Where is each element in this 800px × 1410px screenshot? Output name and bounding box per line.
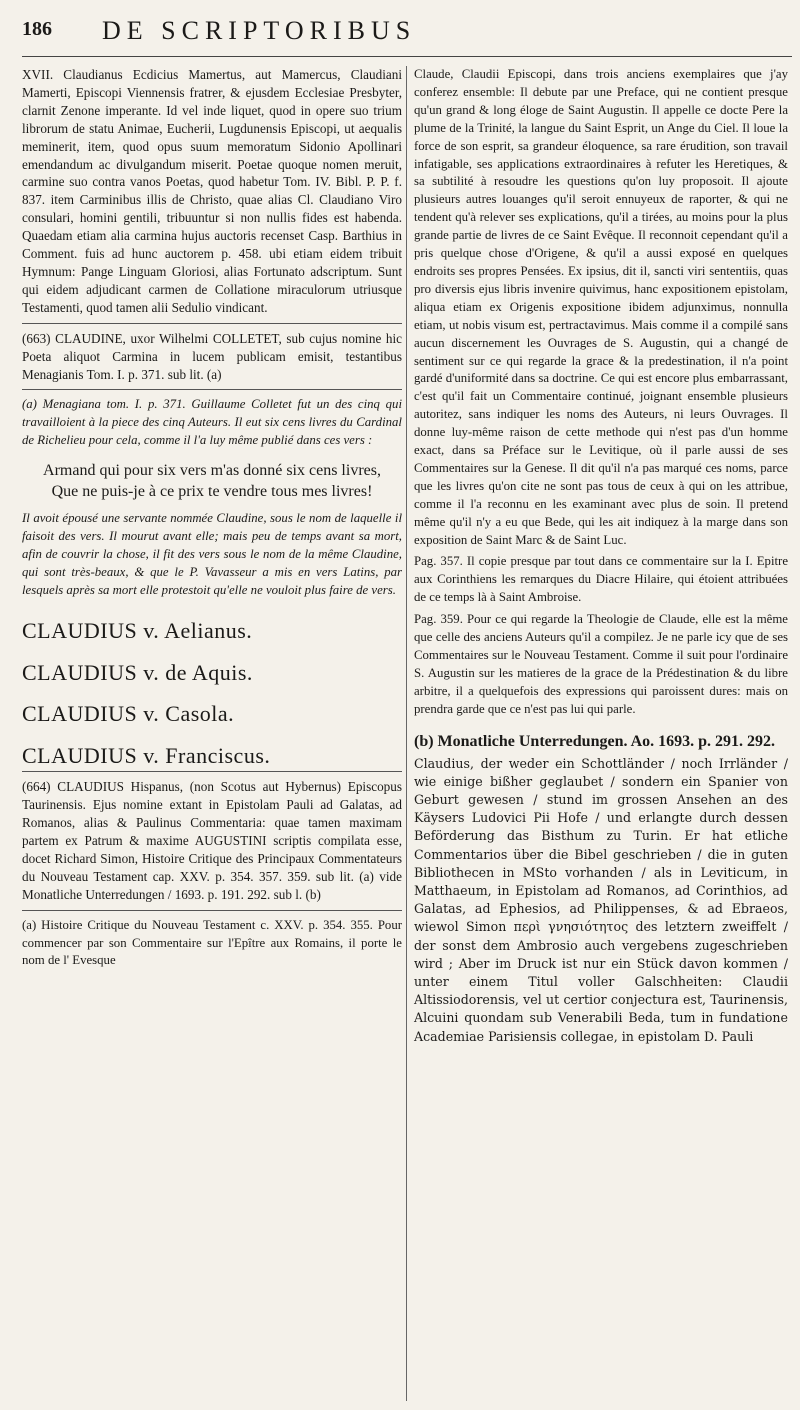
footnote-a-continued: Il avoit épousé une servante nommée Claudine, sous le nom de laquelle il faisoit des vers. Il mourut avant elle; mais peu de temps avant sa mort, afin de couvrir la chose, il fit des vers sous le nom de la même Claudine, qui sont très-beaux, & que le P. Vavasseur a mis en vers Latins, par lesquels après sa mort elle protestoit qu'elle ne vouloit plus faire de vers.	[22, 511, 402, 597]
header-rule	[22, 56, 792, 57]
right-column	[414, 66, 788, 1046]
heading-claudius-casola: CLAUDIUS v. Casola.	[22, 701, 235, 727]
entry-663: (663) CLAUDINE, uxor Wilhelmi COLLETET, sub cujus nomine hic Poeta aliquot Carmina in lucem publicam emisit, testantibus Menagianis Tom. I. p. 371. sub lit. (a)	[22, 330, 402, 382]
page-number: 186	[22, 18, 52, 40]
footnote-b-heading: (b) Monatliche Unterredungen. Ao. 1693. p. 291. 292.	[414, 732, 776, 750]
page-header	[22, 14, 792, 54]
footnote-a2: (a) Histoire Critique du Nouveau Testament c. XXV. p. 354. 355. Pour commencer par son Commentaire sur l'Epître aux Romains, il porte le nom de l' Evesque	[22, 917, 402, 968]
poem	[22, 460, 402, 502]
footnote-a: (a) Menagiana tom. I. p. 371. Guillaume Colletet fut un des cinq qui travailloient à la piece des cinq Auteurs. Il eut six cens livres du Cardinal de Richelieu pour cela, comme il l'a luy même publié dans ces vers :	[22, 397, 402, 448]
right-paragraph-3: Pag. 359. Pour ce qui regarde la Theologie de Claude, elle est la même que celle des anciens Auteurs qu'il a compilez. Je ne parle icy que de ses Commentaires sur le Nouveau Testament. Comme il suit pour l'ordinaire S. Augustin sur les matieres de la grace de la Prédestination & du libre arbitre, il a quelquefois des expressions qui paroissent dures: mais on prendra garde que ce n'est pas lui qui parle.	[414, 612, 788, 716]
separator	[22, 910, 402, 911]
column-divider	[406, 66, 407, 1401]
right-paragraph-1: Claude, Claudii Episcopi, dans trois anciens exemplaires que j'ay conferez ensemble: Il debute par une Preface, qui ne contient presque qu'un grand & long éloge de Saint Augustin. Il appelle ce docte Pere la plume de la Trinité, la langue du Saint Esprit, un Ange du Ciel. Il loue la force de son esprit, sa grandeur éloquence, sa rare érudition, son travail infatigable, ses applications extraordinaires à refuter les Heretiques, & sa subtilité à resoudre les questions qu'on luy proposoit. Il ajoute plusieurs autres louanges qu'il seroit ennuyeux de raporter, & qui ne tendent qu'à relever ses explications, qu'il a tirées, au moins pour la plus grande partie de livres de ce Saint Evêque. Il reconnoit cependant qu'il a pris quelque chose d'Origene, & qu'il a aussi exposé en quelques endroits ses propres Pensées. Ex ipsius, dit il, sancti viri sententiis, quas pro diversis ejus libris invenire quivimus, hanc expositionem epistolam, aliqua etiam ex Origenis expositione ibidem adjunximus, nonnulla etiam, ut nobis visum est, pertractavimus. Mais comme il a compilé sans aucun discernement les Ouvrages de S. Augustin, qui a changé de sentiment sur ce qui regarde la grace & la predestination, il n'a point gardé d'uniformité dans sa doctrine. Ce qui est encore plus embarrassant, c'est qu'il fait un Commentaire continué, joignant ensemble plusieurs autoritez, sans indiquer les noms des Auteurs, ni leurs Ouvrages. Il donne luy-même raison de cette methode qui n'est pas d'un homme exact, dans sa Préface sur le Levitique, où il parle aussi de ses Commentaires sur la Genese. Il dit qu'il n'a pas marqué ces noms, parce que les livres qu'on cite ne sont pas tous de ceux à qui on les attribue, comme il l'a reconnu en les examinant avec plus de soin. Il pretend même qu'il n'y a eu que Bede, qui les ait indiquez à la marge dans son exposition de Saint Marc & de Saint Luc.	[414, 67, 788, 547]
entry-xvii: XVII. Claudianus Ecdicius Mamertus, aut Mamercus, Claudiani Mamerti, Episcopi Viennensis fratrer, & ejusdem Ecclesiae Presbyter, clarnit Zenone imperante. Id vel inde liquet, quod in opere suo trium librorum de statu Animae, Eucherii, Lugdunensis Episcopi, ut aequalis meminerit, item, quod opus suum memoratum Sidonio Apollinari emendandum ac divulgandum miserit. Poetae quoque nomen meruit, carmine suo contra vanos Poetas, quod habetur Tom. IV. Bibl. P. P. f. 837. item Carminibus illis de Christo, quae alias Cl. Claudiano Viro consulari, homini gentili, tribuuntur si non nullis fides est habenda. Quaedam etiam alia carmina hujus auctoris recenset Casp. Barthius in Comment. fuis ad hunc auctorem p. 458. ubi etiam eidem tribuit Hymnum: Pange Linguam Gloriosi, alias Fortunato adscriptum. Sunt qui eidem adjudicant carmen de Collatione miraculorum utriusque Testamenti, quod tamen alii Sedulio vindicant.	[22, 67, 402, 315]
separator	[22, 389, 402, 390]
right-paragraph-2: Pag. 357. Il copie presque par tout dans ce commentaire sur la I. Epitre aux Corinthiens les remarques du Diacre Hilaire, qui étoient attribuées de ce temps là à Saint Ambroise.	[414, 554, 788, 605]
heading-claudius-aquis: CLAUDIUS v. de Aquis.	[22, 659, 253, 685]
heading-claudius-franciscus: CLAUDIUS v. Franciscus.	[22, 743, 271, 769]
separator	[22, 323, 402, 324]
separator	[22, 771, 402, 772]
footnote-b: Claudius, der weder ein Schottländer / noch Irrländer / wie einige bißher geglaubet / sondern ein Spanier von Geburt gewesen / stund im grossen Ansehen an des Käysers Ludovici Pii Hofe / und erlangte durch dessen Beförderung das Bisthum zu Turin. Er hat etliche Commentarios über die Bibel geschrieben / die in guten Bibliothecen in MSto vorhanden / als in Leviticum, in Matthaeum, in Epistolam ad Romanos, ad Corinthios, ad Galatas, ad Ephesios, ad Philippenses, & ad Ebraeos, wiewol Simon περὶ γνησιότητος des letztern zweiffelt / der sonst dem Ambrosio auch vergebens zugeschrieben wird ; Aber im Druck ist nur ein Stück davon kommen / unter einem Titul voller Galschheiten: Claudii Altissiodorensis, vel ut certior conjectura est, Taurinensis, Alcuini quondam sub Venerabili Beda, tum in fundatione Academiae Parisiensis collegae, in epistolam D. Pauli	[414, 755, 788, 1044]
running-title: DE SCRIPTORIBUS	[102, 16, 417, 45]
poem-line: Que ne puis-je à ce prix te vendre tous mes livres!	[51, 483, 373, 501]
entry-664: (664) CLAUDIUS Hispanus, (non Scotus aut Hybernus) Episcopus Taurinensis. Ejus nomine extant in Epistolam Pauli ad Galatas, ad Romanos, alias & Paulinus Commentaria: quae tamen maximam partem ex Patrum & maxime AUGUSTINI scriptis compilata esse, docet Richard Simon, Histoire Critique des Principaux Commentateurs du Nouveau Testament cap. XXV. p. 354. 357. 359. sub lit. (a) vide Monatliche Unterredungen / 1693. p. 191. 292. sub l. (b)	[22, 779, 402, 902]
poem-line: Armand qui pour six vers m'as donné six cens livres,	[43, 462, 381, 480]
left-column	[22, 66, 402, 970]
heading-claudius-aelianus: CLAUDIUS v. Aelianus.	[22, 617, 253, 643]
